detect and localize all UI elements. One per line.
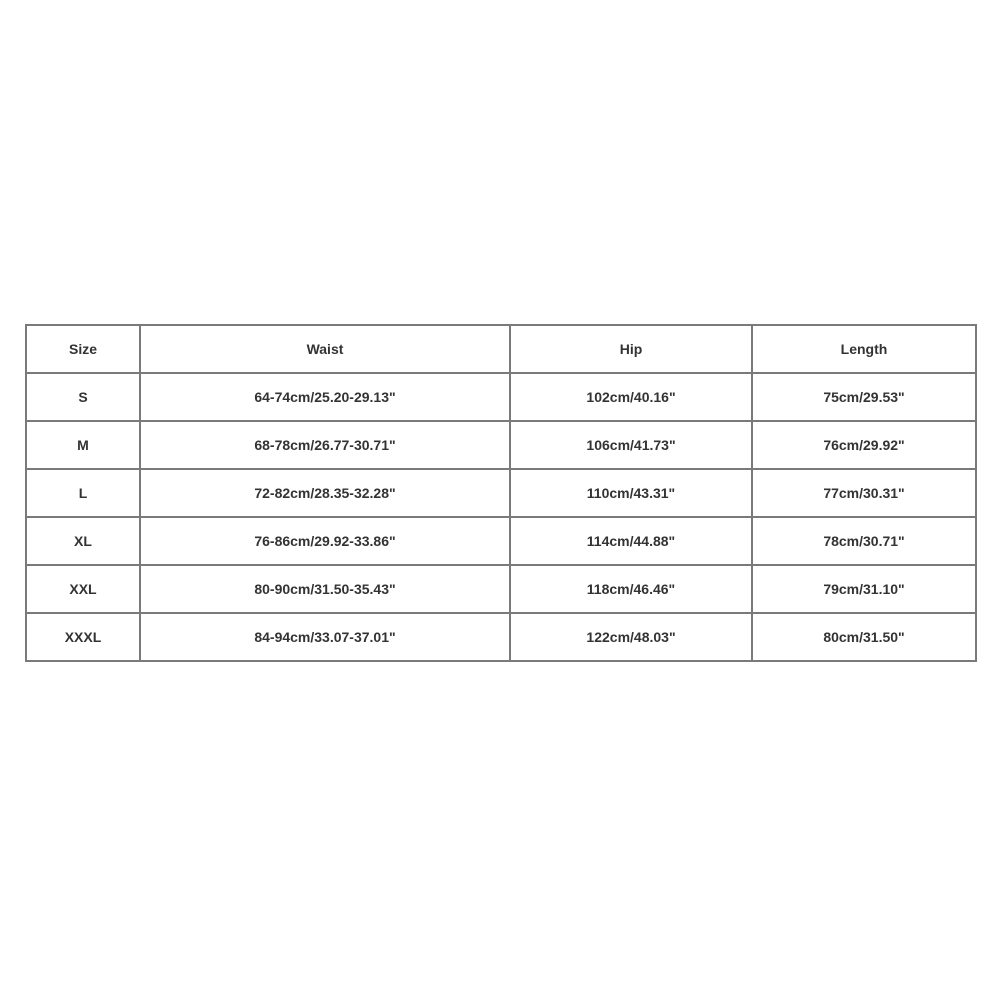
cell-size: S: [26, 373, 140, 421]
table-row: [26, 613, 976, 661]
header-size: Size: [26, 325, 140, 373]
cell-length: 78cm/30.71": [752, 517, 976, 565]
cell-hip: 106cm/41.73": [510, 421, 752, 469]
table-header-row: [26, 325, 976, 373]
header-hip: Hip: [510, 325, 752, 373]
size-chart-table: [25, 324, 977, 662]
cell-size: XXXL: [26, 613, 140, 661]
table-row: [26, 565, 976, 613]
cell-length: 76cm/29.92": [752, 421, 976, 469]
table-row: [26, 421, 976, 469]
cell-size: XXL: [26, 565, 140, 613]
cell-waist: 76-86cm/29.92-33.86": [140, 517, 510, 565]
cell-length: 75cm/29.53": [752, 373, 976, 421]
table-row: [26, 469, 976, 517]
cell-waist: 72-82cm/28.35-32.28": [140, 469, 510, 517]
cell-length: 79cm/31.10": [752, 565, 976, 613]
cell-waist: 68-78cm/26.77-30.71": [140, 421, 510, 469]
cell-size: L: [26, 469, 140, 517]
cell-waist: 84-94cm/33.07-37.01": [140, 613, 510, 661]
cell-hip: 110cm/43.31": [510, 469, 752, 517]
cell-length: 80cm/31.50": [752, 613, 976, 661]
table-row: [26, 373, 976, 421]
cell-length: 77cm/30.31": [752, 469, 976, 517]
header-waist: Waist: [140, 325, 510, 373]
cell-hip: 114cm/44.88": [510, 517, 752, 565]
cell-waist: 80-90cm/31.50-35.43": [140, 565, 510, 613]
cell-waist: 64-74cm/25.20-29.13": [140, 373, 510, 421]
cell-hip: 118cm/46.46": [510, 565, 752, 613]
table-row: [26, 517, 976, 565]
cell-size: XL: [26, 517, 140, 565]
cell-size: M: [26, 421, 140, 469]
header-length: Length: [752, 325, 976, 373]
cell-hip: 122cm/48.03": [510, 613, 752, 661]
cell-hip: 102cm/40.16": [510, 373, 752, 421]
